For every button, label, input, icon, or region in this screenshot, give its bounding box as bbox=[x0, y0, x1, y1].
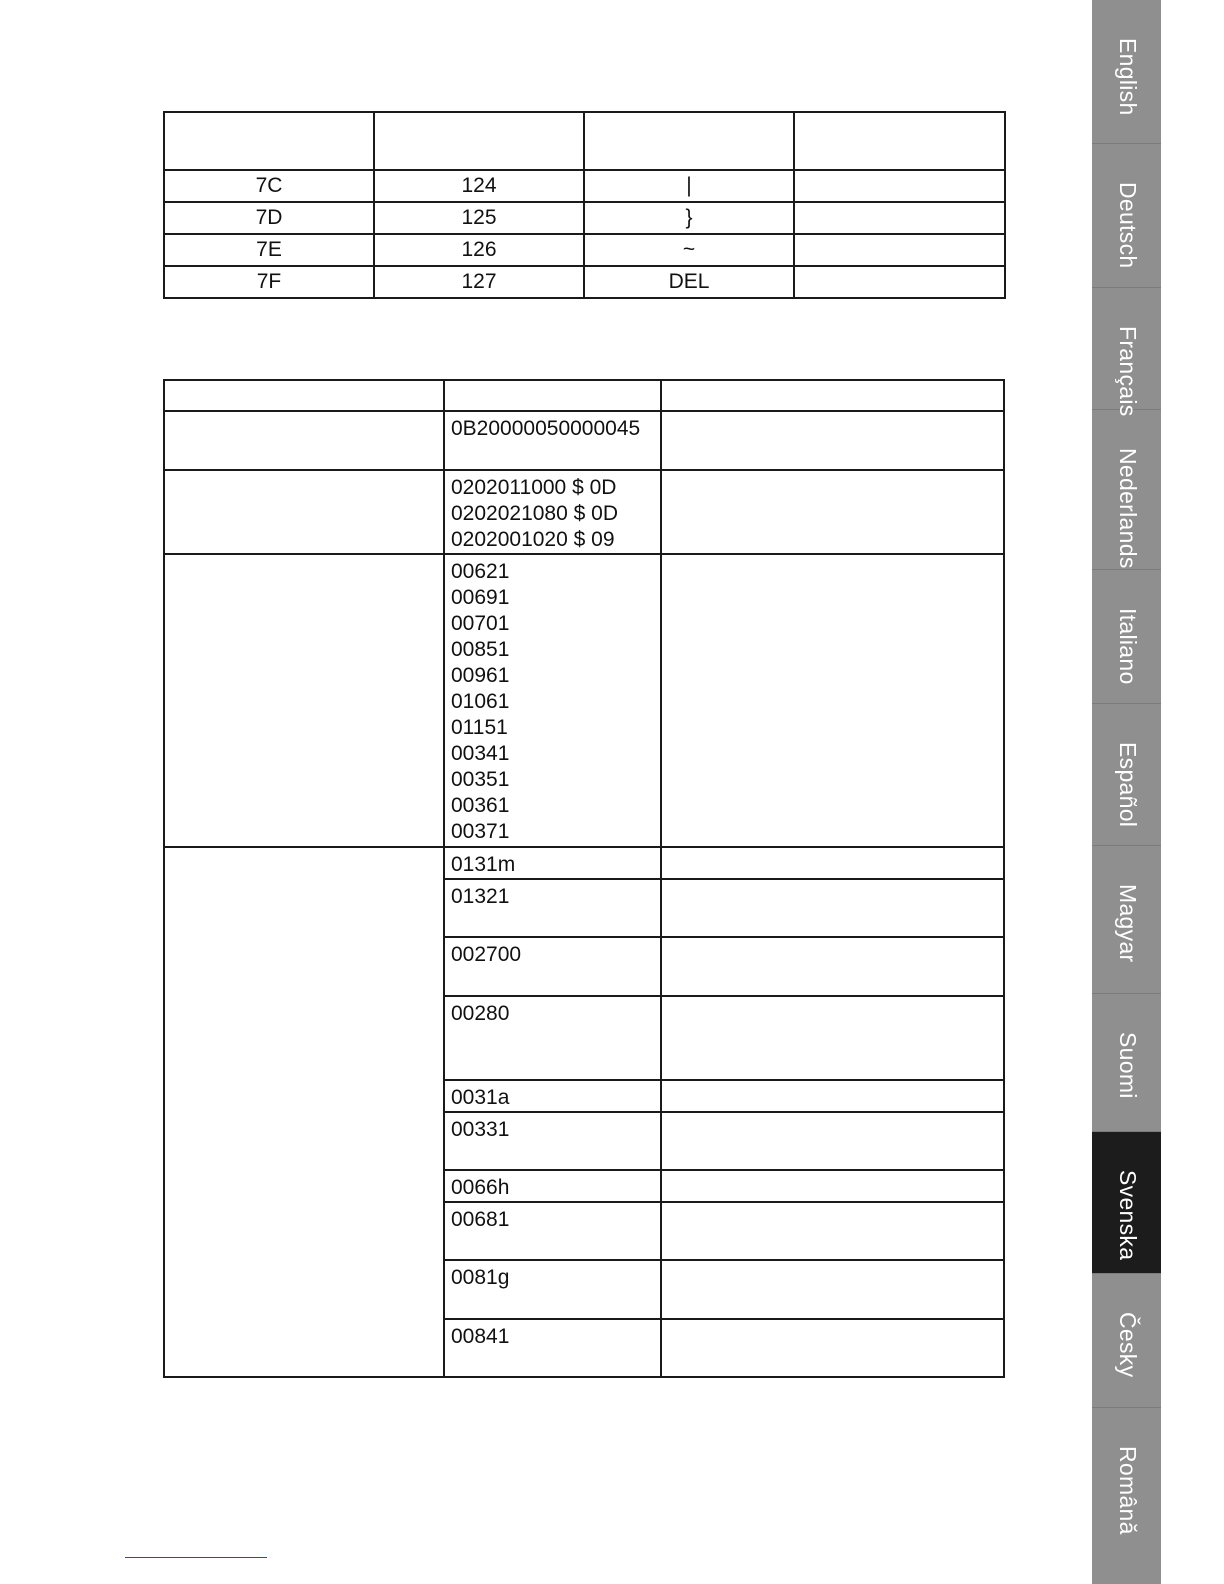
code-line: 00351 bbox=[451, 768, 510, 791]
description-cell bbox=[661, 996, 1004, 1080]
header-cell bbox=[661, 380, 1004, 411]
code-line: 00701 bbox=[451, 612, 510, 635]
description-cell bbox=[661, 554, 1004, 847]
category-cell bbox=[164, 411, 444, 470]
footnote-divider bbox=[125, 1557, 267, 1558]
tab-francais[interactable] bbox=[1092, 288, 1161, 417]
hex-cell: 7D bbox=[164, 202, 374, 234]
code-line: 0202001020 $ 09 bbox=[451, 528, 615, 551]
tab-label: Česky bbox=[1115, 1312, 1141, 1378]
table-row bbox=[164, 411, 1004, 470]
code-line: 0131m bbox=[451, 853, 516, 876]
decimal-cell: 126 bbox=[374, 234, 584, 266]
language-tab-strip bbox=[1092, 0, 1161, 1584]
command-code-table bbox=[163, 379, 1005, 1378]
code-line: 01321 bbox=[451, 885, 510, 908]
tab-label: Română bbox=[1115, 1446, 1141, 1535]
extra-cell bbox=[794, 266, 1005, 298]
table-row bbox=[164, 234, 1005, 266]
table-row bbox=[164, 470, 1004, 554]
decimal-cell: 125 bbox=[374, 202, 584, 234]
code-cell bbox=[444, 554, 661, 847]
code-line: 0066h bbox=[451, 1176, 510, 1199]
tab-romana[interactable] bbox=[1092, 1408, 1161, 1584]
code-cell bbox=[444, 847, 661, 879]
code-line: 0081g bbox=[451, 1266, 510, 1289]
tab-deutsch[interactable] bbox=[1092, 144, 1161, 288]
tab-label: Italiano bbox=[1115, 608, 1141, 685]
code-line: 0202021080 $ 0D bbox=[451, 502, 618, 525]
code-cell bbox=[444, 937, 661, 996]
code-line: 00280 bbox=[451, 1002, 510, 1025]
category-cell bbox=[164, 847, 444, 1377]
code-line: 00361 bbox=[451, 794, 510, 817]
description-cell bbox=[661, 847, 1004, 879]
tab-label: Suomi bbox=[1115, 1032, 1141, 1099]
decimal-cell: 124 bbox=[374, 170, 584, 202]
hex-cell: 7C bbox=[164, 170, 374, 202]
tab-label: Svenska bbox=[1115, 1170, 1141, 1261]
tab-label: Français bbox=[1115, 326, 1141, 417]
tab-label: Nederlands bbox=[1115, 448, 1141, 569]
table-row bbox=[164, 170, 1005, 202]
code-cell bbox=[444, 1080, 661, 1112]
code-line: 0202011000 $ 0D bbox=[451, 476, 617, 499]
code-line: 00331 bbox=[451, 1118, 510, 1141]
code-line: 00681 bbox=[451, 1208, 510, 1231]
header-cell bbox=[444, 380, 661, 411]
tab-espanol[interactable] bbox=[1092, 704, 1161, 846]
code-line: 002700 bbox=[451, 943, 522, 966]
code-line: 00961 bbox=[451, 664, 510, 687]
code-cell bbox=[444, 1112, 661, 1170]
table-header-row bbox=[164, 112, 1005, 170]
tab-cesky[interactable] bbox=[1092, 1274, 1161, 1408]
code-cell bbox=[444, 1260, 661, 1319]
description-cell bbox=[661, 879, 1004, 937]
tab-label: Magyar bbox=[1115, 884, 1141, 963]
description-cell bbox=[661, 1112, 1004, 1170]
code-line: 00371 bbox=[451, 820, 510, 843]
char-cell: } bbox=[584, 202, 794, 234]
description-cell bbox=[661, 1319, 1004, 1377]
code-cell bbox=[444, 470, 661, 554]
code-cell bbox=[444, 1202, 661, 1260]
code-cell bbox=[444, 996, 661, 1080]
description-cell bbox=[661, 1202, 1004, 1260]
table-row bbox=[164, 202, 1005, 234]
code-line: 0B20000050000045 bbox=[451, 417, 641, 440]
code-line: 01151 bbox=[451, 716, 508, 739]
code-line: 0031a bbox=[451, 1086, 510, 1109]
tab-magyar[interactable] bbox=[1092, 846, 1161, 994]
code-line: 01061 bbox=[451, 690, 510, 713]
code-line: 00851 bbox=[451, 638, 510, 661]
code-line: 00341 bbox=[451, 742, 510, 765]
category-cell bbox=[164, 470, 444, 554]
tab-suomi[interactable] bbox=[1092, 994, 1161, 1132]
hex-cell: 7F bbox=[164, 266, 374, 298]
extra-cell bbox=[794, 202, 1005, 234]
hex-cell: 7E bbox=[164, 234, 374, 266]
tab-label: Español bbox=[1115, 742, 1141, 828]
code-line: 00691 bbox=[451, 586, 510, 609]
header-cell bbox=[584, 112, 794, 170]
description-cell bbox=[661, 937, 1004, 996]
ascii-code-table bbox=[163, 111, 1006, 299]
code-cell bbox=[444, 411, 661, 470]
tab-label: Deutsch bbox=[1115, 182, 1141, 269]
code-cell bbox=[444, 879, 661, 937]
code-cell bbox=[444, 1170, 661, 1202]
description-cell bbox=[661, 470, 1004, 554]
decimal-cell: 127 bbox=[374, 266, 584, 298]
header-cell bbox=[794, 112, 1005, 170]
description-cell bbox=[661, 411, 1004, 470]
tab-english[interactable] bbox=[1092, 0, 1161, 144]
code-line: 00621 bbox=[451, 560, 510, 583]
char-cell: ~ bbox=[584, 234, 794, 266]
description-cell bbox=[661, 1170, 1004, 1202]
tab-italiano[interactable] bbox=[1092, 570, 1161, 704]
extra-cell bbox=[794, 234, 1005, 266]
category-cell bbox=[164, 554, 444, 847]
header-cell bbox=[164, 112, 374, 170]
tab-nederlands[interactable] bbox=[1092, 410, 1161, 570]
description-cell bbox=[661, 1080, 1004, 1112]
char-cell: DEL bbox=[584, 266, 794, 298]
header-cell bbox=[164, 380, 444, 411]
table-row bbox=[164, 847, 1004, 879]
description-cell bbox=[661, 1260, 1004, 1319]
table-row bbox=[164, 554, 1004, 847]
table-header-row bbox=[164, 380, 1004, 411]
char-cell: | bbox=[584, 170, 794, 202]
code-line: 00841 bbox=[451, 1325, 510, 1348]
tab-label: English bbox=[1115, 38, 1141, 116]
code-cell bbox=[444, 1319, 661, 1377]
table-row bbox=[164, 266, 1005, 298]
extra-cell bbox=[794, 170, 1005, 202]
tab-svenska[interactable] bbox=[1092, 1132, 1161, 1274]
header-cell bbox=[374, 112, 584, 170]
